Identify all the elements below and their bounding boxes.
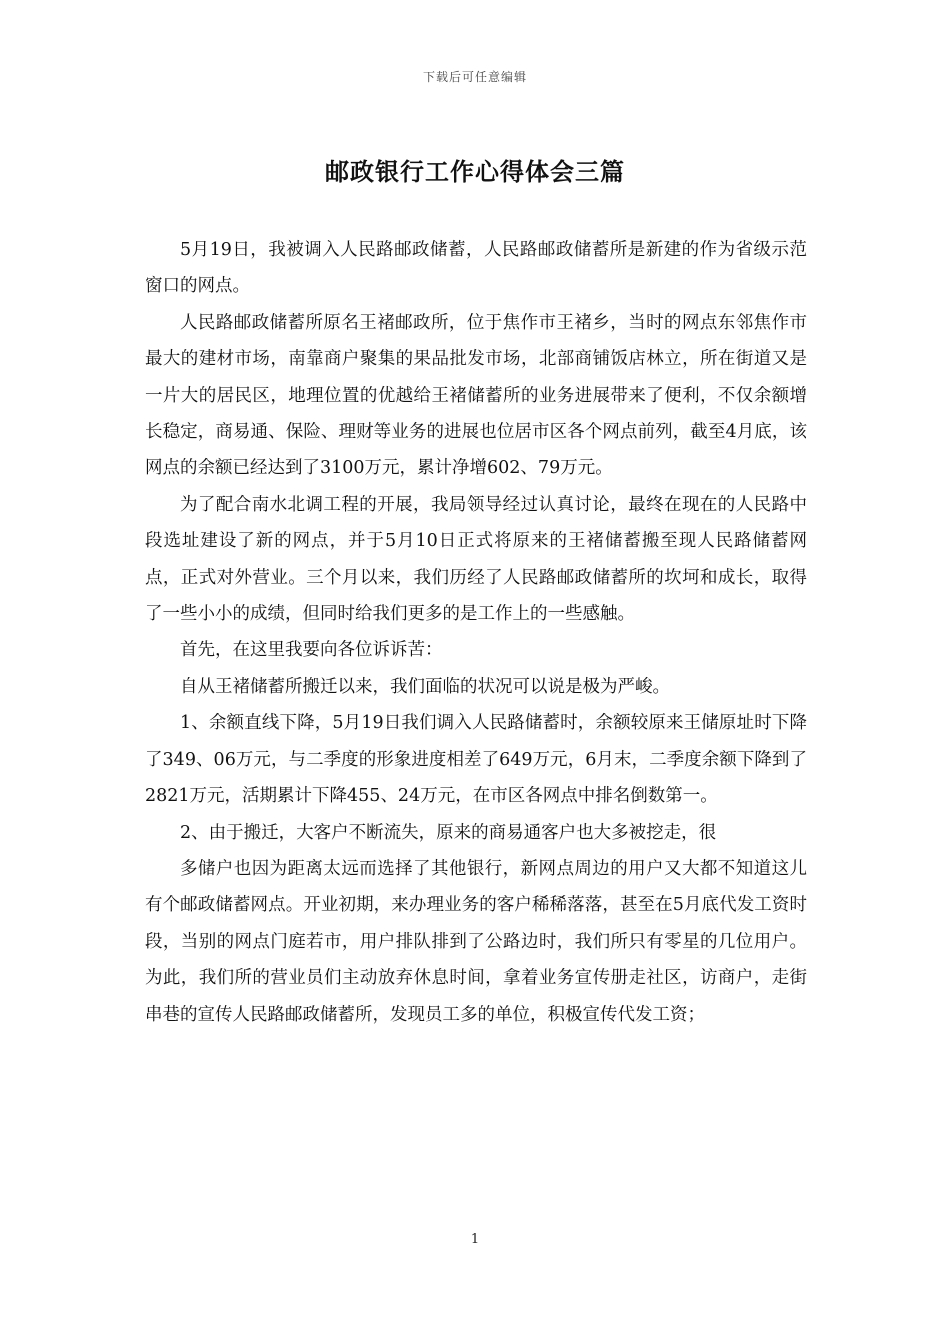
paragraph: 人民路邮政储蓄所原名王褚邮政所，位于焦作市王褚乡，当时的网点东邻焦作市最大的建材市场，南靠商户聚集的果品批发市场，北部商铺饭店林立，所在街道又是一片大的居民区，地理位置的优越给王褚储蓄所的业务进展带来了便利，不仅余额增长稳定，商易通、保险、理财等业务的进展也位居市区各个网点前列，截至4月底，该网点的余额已经达到了3100万元，累计净增602、79万元。 [145,312,807,479]
paragraph: 1、余额直线下降，5月19日我们调入人民路储蓄时，余额较原来王储原址时下降了349、06万元，与二季度的形象进度相差了649万元，6月末，二季度余额下降到了2821万元，活期累计下降455、24万元，在市区各网点中排名倒数第一。 [145,713,807,807]
document-title: 邮政银行工作心得体会三篇 [325,157,625,186]
paragraph: 多储户也因为距离太远而选择了其他银行，新网点周边的用户又大都不知道这儿有个邮政储蓄网点。开业初期，来办理业务的客户稀稀落落，甚至在5月底代发工资时段，当别的网点门庭若市，用户排队排到了公路边时，我们所只有零星的几位用户。为此，我们所的营业员们主动放弃休息时间，拿着业务宣传册走社区，访商户，走街串巷的宣传人民路邮政储蓄所，发现员工多的单位，积极宣传代发工资； [145,858,807,1025]
paragraph: 5月19日，我被调入人民路邮政储蓄，人民路邮政储蓄所是新建的作为省级示范窗口的网点。 [145,240,807,297]
paragraph: 首先，在这里我要向各位诉诉苦： [180,640,443,661]
header-note: 下载后可任意编辑 [422,70,527,84]
page-number: 1 [470,1232,480,1247]
paragraph: 2、由于搬迁，大客户不断流失，原来的商易通客户也大多被挖走，很 [180,822,717,843]
paragraph: 自从王褚储蓄所搬迁以来，我们面临的状况可以说是极为严峻。 [180,676,670,697]
paragraph: 为了配合南水北调工程的开展，我局领导经过认真讨论，最终在现在的人民路中段选址建设了新的网点，并于5月10日正式将原来的王褚储蓄搬至现人民路储蓄网点，正式对外营业。三个月以来，我们历经了人民路邮政储蓄所的坎坷和成长，取得了一些小小的成绩，但同时给我们更多的是工作上的一些感触。 [145,494,807,625]
document-body [145,232,807,1033]
